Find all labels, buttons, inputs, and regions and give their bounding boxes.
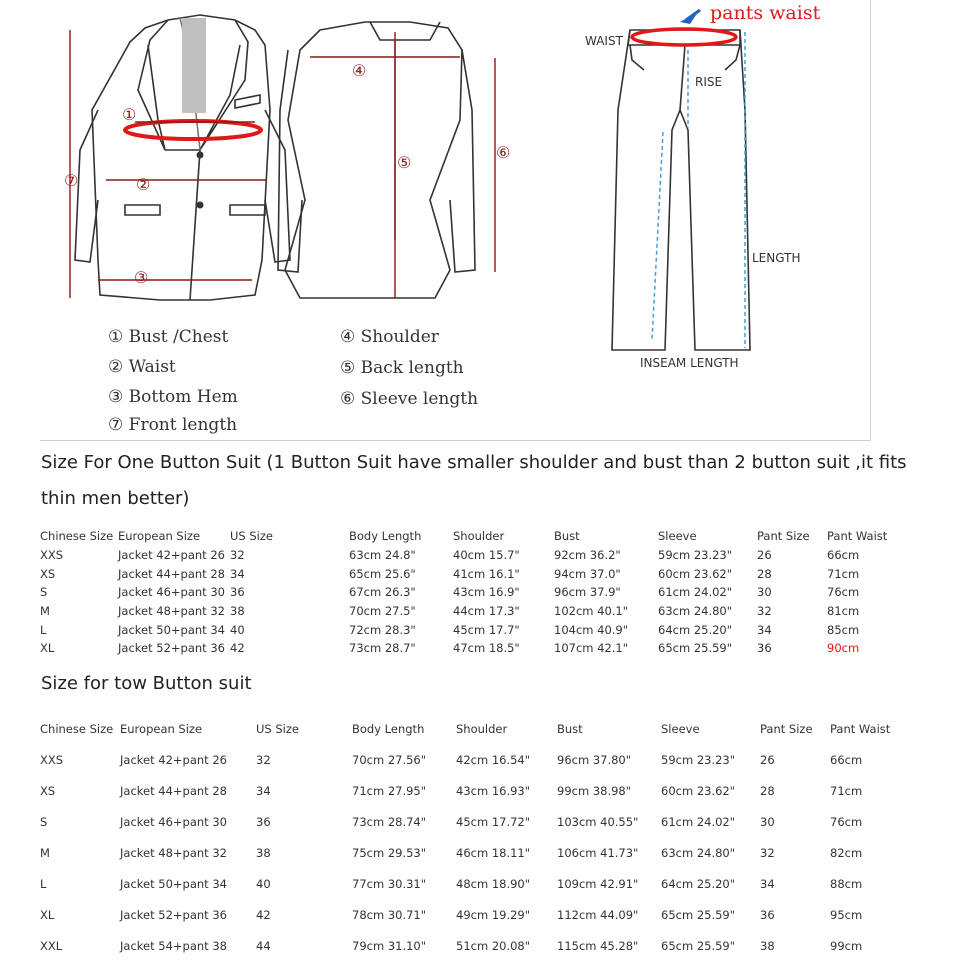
table-cell: L: [40, 876, 47, 891]
table-row: [40, 583, 897, 602]
table-cell: 40: [230, 622, 245, 637]
table-cell: 94cm 37.0": [554, 566, 621, 581]
table-cell: 109cm 42.91": [557, 876, 639, 891]
table-cell: Jacket 42+pant 26: [120, 752, 227, 767]
table-cell: 73cm 28.74": [352, 814, 427, 829]
table-cell: 72cm 28.3": [349, 622, 416, 637]
table-cell: 26: [760, 752, 775, 767]
label-2: ②: [136, 175, 151, 194]
table-cell: L: [40, 622, 47, 637]
column-header: Pant Size: [760, 721, 813, 736]
legend-back-length: ⑤ Back length: [340, 358, 464, 378]
one-button-title: Size For One Button Suit (1 Button Suit have smaller shoulder and bust than 2 button suit ,it fits thin men better): [41, 452, 907, 509]
table-cell: Jacket 50+pant 34: [118, 622, 225, 637]
table-cell: XL: [40, 907, 55, 922]
table-cell: 36: [256, 814, 271, 829]
table-cell: 59cm 23.23": [661, 752, 736, 767]
table-cell: Jacket 52+pant 36: [120, 907, 227, 922]
table-cell: 61cm 24.02": [661, 814, 736, 829]
table-row: [40, 868, 900, 899]
rise-label: RISE: [695, 75, 723, 89]
table-cell: Jacket 46+pant 30: [120, 814, 227, 829]
table-cell: 38: [256, 845, 271, 860]
table-cell: 60cm 23.62": [661, 783, 736, 798]
legend-shoulder: ④ Shoulder: [340, 327, 439, 347]
table-cell: 65cm 25.59": [658, 641, 733, 656]
table-cell: 82cm: [830, 845, 863, 860]
column-header: European Size: [120, 721, 203, 736]
label-7: ⑦: [64, 171, 79, 190]
table-row: [40, 602, 897, 621]
table-cell: 49cm 19.29": [456, 907, 531, 922]
table-cell: Jacket 44+pant 28: [120, 783, 227, 798]
two-button-size-table: [40, 713, 900, 961]
inseam-label: INSEAM LENGTH: [640, 356, 739, 370]
table-cell: 99cm: [830, 938, 863, 953]
table-cell: 36: [230, 585, 245, 600]
table-row: [40, 930, 900, 961]
table-cell: 32: [230, 548, 245, 563]
table-cell: 61cm 24.02": [658, 585, 733, 600]
table-header-row: [40, 713, 900, 744]
column-header: Sleeve: [661, 721, 700, 736]
table-cell: 63cm 24.80": [661, 845, 736, 860]
table-cell: 115cm 45.28": [557, 938, 639, 953]
bust-highlight: [125, 121, 261, 139]
table-cell: 63cm 24.80": [658, 604, 733, 619]
table-cell: 43cm 16.93": [456, 783, 531, 798]
table-cell: Jacket 48+pant 32: [118, 604, 225, 619]
table-cell: 71cm: [827, 566, 860, 581]
column-header: Bust: [554, 529, 580, 544]
table-cell: Jacket 50+pant 34: [120, 876, 227, 891]
table-cell: 26: [757, 548, 772, 563]
table-cell: 32: [256, 752, 271, 767]
table-cell: 70cm 27.56": [352, 752, 427, 767]
table-cell: 30: [760, 814, 775, 829]
table-cell: 42cm 16.54": [456, 752, 531, 767]
table-cell: Jacket 44+pant 28: [118, 566, 225, 581]
label-4: ④: [352, 61, 367, 80]
button-dot: [197, 202, 204, 209]
table-cell: 71cm: [830, 783, 863, 798]
table-row: [40, 639, 897, 658]
table-cell: 92cm 36.2": [554, 548, 621, 563]
table-cell: 40: [256, 876, 271, 891]
table-cell: 38: [760, 938, 775, 953]
table-cell: 32: [760, 845, 775, 860]
table-cell: Jacket 46+pant 30: [118, 585, 225, 600]
table-cell: 63cm 24.8": [349, 548, 416, 563]
table-cell: 34: [230, 566, 245, 581]
table-cell: 28: [760, 783, 775, 798]
table-cell: 79cm 31.10": [352, 938, 427, 953]
table-row: [40, 744, 900, 775]
legend-front-length: ⑦ Front length: [108, 415, 238, 435]
table-cell: 64cm 25.20": [658, 622, 733, 637]
column-header: European Size: [118, 529, 201, 544]
shirt-shade: [182, 18, 206, 113]
column-header: Pant Size: [757, 529, 810, 544]
table-cell: 36: [757, 641, 772, 656]
table-cell: 106cm 41.73": [557, 845, 639, 860]
column-header: Chinese Size: [40, 721, 114, 736]
column-header: Sleeve: [658, 529, 697, 544]
table-cell: 43cm 16.9": [453, 585, 520, 600]
pants-waist-label: pants waist: [710, 2, 821, 24]
waist-label: WAIST: [585, 34, 623, 48]
table-cell: 30: [757, 585, 772, 600]
button-dot: [197, 152, 204, 159]
table-cell: M: [40, 845, 50, 860]
column-header: Body Length: [352, 721, 425, 736]
column-header: US Size: [256, 721, 299, 736]
table-cell: 60cm 23.62": [658, 566, 733, 581]
label-3: ③: [134, 268, 149, 287]
table-cell: 65cm 25.59": [661, 907, 736, 922]
table-row: [40, 837, 900, 868]
legend-waist: ② Waist: [108, 357, 176, 377]
table-row: [40, 620, 897, 639]
table-cell: 65cm 25.59": [661, 938, 736, 953]
table-cell: 96cm 37.9": [554, 585, 621, 600]
table-cell: 51cm 20.08": [456, 938, 531, 953]
table-cell: XS: [40, 783, 56, 798]
table-cell: XXL: [40, 938, 63, 953]
table-cell: 42: [230, 641, 245, 656]
jacket-front-measure-lines: [70, 30, 266, 298]
table-cell: 34: [760, 876, 775, 891]
table-cell: Jacket 52+pant 36: [118, 641, 225, 656]
table-cell: 28: [757, 566, 772, 581]
table-cell: 45cm 17.72": [456, 814, 531, 829]
table-cell: 85cm: [827, 622, 860, 637]
table-cell: 70cm 27.5": [349, 604, 416, 619]
column-header: Shoulder: [456, 721, 508, 736]
column-header: Chinese Size: [40, 529, 114, 544]
table-cell: 59cm 23.23": [658, 548, 733, 563]
table-cell: 45cm 17.7": [453, 622, 520, 637]
table-cell: 34: [757, 622, 772, 637]
table-cell: M: [40, 604, 50, 619]
table-row: [40, 899, 900, 930]
table-cell: XXS: [40, 548, 64, 563]
column-header: Shoulder: [453, 529, 505, 544]
column-header: Pant Waist: [830, 721, 891, 736]
column-header: US Size: [230, 529, 273, 544]
table-cell: 46cm 18.11": [456, 845, 531, 860]
table-row: [40, 564, 897, 583]
table-cell: XL: [40, 641, 55, 656]
table-cell-highlighted: 90cm: [827, 641, 860, 656]
table-cell: 96cm 37.80": [557, 752, 632, 767]
legend-bottom-hem: ③ Bottom Hem: [108, 387, 238, 407]
jacket-back-drawing: [278, 22, 475, 298]
legend: [108, 327, 478, 435]
pants-waist-highlight: [632, 29, 736, 45]
two-button-title: Size for tow Button suit: [41, 673, 252, 694]
legend-bust: ① Bust /Chest: [108, 327, 229, 347]
pants-drawing: [612, 30, 750, 350]
table-cell: Jacket 54+pant 38: [120, 938, 227, 953]
table-cell: Jacket 42+pant 26: [118, 548, 225, 563]
table-cell: 103cm 40.55": [557, 814, 639, 829]
table-cell: 78cm 30.71": [352, 907, 427, 922]
table-cell: XS: [40, 566, 56, 581]
table-cell: 76cm: [827, 585, 860, 600]
table-cell: S: [40, 814, 48, 829]
length-label: LENGTH: [752, 251, 801, 265]
table-cell: 32: [757, 604, 772, 619]
one-button-size-table: [40, 527, 897, 658]
table-cell: 107cm 42.1": [554, 641, 629, 656]
table-cell: 48cm 18.90": [456, 876, 531, 891]
table-cell: S: [40, 585, 48, 600]
table-cell: 65cm 25.6": [349, 566, 416, 581]
table-cell: 42: [256, 907, 271, 922]
table-cell: 64cm 25.20": [661, 876, 736, 891]
label-5: ⑤: [397, 153, 412, 172]
table-cell: 66cm: [830, 752, 863, 767]
measurement-diagram-svg: [40, 0, 870, 440]
legend-sleeve-length: ⑥ Sleeve length: [340, 389, 479, 409]
table-cell: 76cm: [830, 814, 863, 829]
table-cell: 44: [256, 938, 271, 953]
table-cell: 102cm 40.1": [554, 604, 629, 619]
table-cell: 73cm 28.7": [349, 641, 416, 656]
table-cell: 38: [230, 604, 245, 619]
table-cell: 44cm 17.3": [453, 604, 520, 619]
table-cell: 34: [256, 783, 271, 798]
table-row: [40, 546, 897, 565]
table-cell: 36: [760, 907, 775, 922]
table-cell: 99cm 38.98": [557, 783, 632, 798]
table-cell: 67cm 26.3": [349, 585, 416, 600]
table-row: [40, 775, 900, 806]
table-cell: 41cm 16.1": [453, 566, 520, 581]
table-cell: 75cm 29.53": [352, 845, 427, 860]
measurement-diagram: [40, 0, 871, 441]
column-header: Bust: [557, 721, 583, 736]
table-cell: 81cm: [827, 604, 860, 619]
table-cell: 104cm 40.9": [554, 622, 629, 637]
table-cell: XXS: [40, 752, 64, 767]
label-1: ①: [122, 105, 137, 124]
table-cell: 95cm: [830, 907, 863, 922]
table-cell: 66cm: [827, 548, 860, 563]
table-cell: 88cm: [830, 876, 863, 891]
table-cell: 47cm 18.5": [453, 641, 520, 656]
column-header: Body Length: [349, 529, 422, 544]
table-header-row: [40, 527, 897, 546]
table-cell: Jacket 48+pant 32: [120, 845, 227, 860]
column-header: Pant Waist: [827, 529, 888, 544]
table-row: [40, 806, 900, 837]
table-cell: 71cm 27.95": [352, 783, 427, 798]
table-cell: 77cm 30.31": [352, 876, 427, 891]
label-6: ⑥: [496, 143, 511, 162]
table-cell: 40cm 15.7": [453, 548, 520, 563]
table-cell: 112cm 44.09": [557, 907, 639, 922]
